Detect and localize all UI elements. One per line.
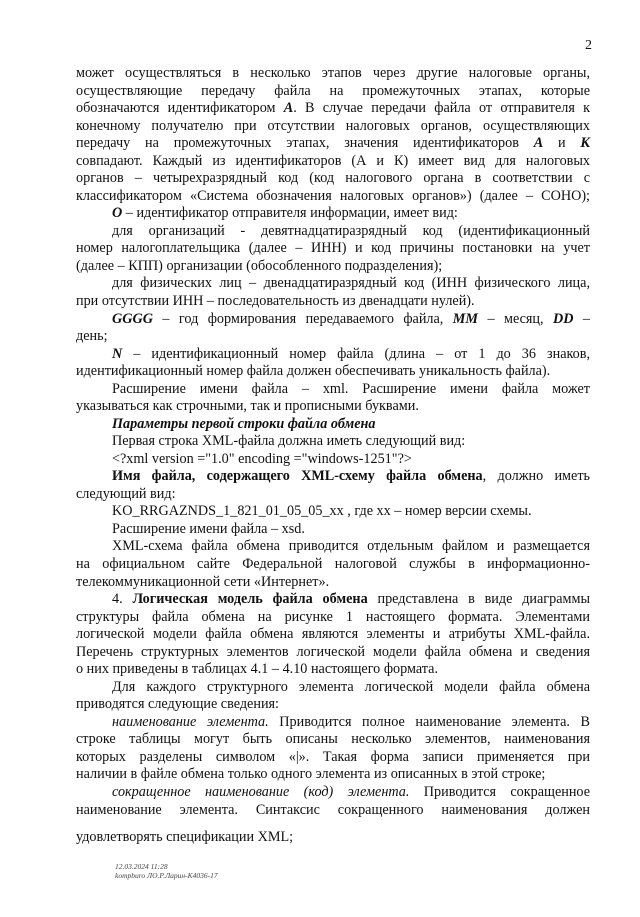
text-line: сокращенное наименование (код) элемента. Приводится сокращенное: [112, 783, 590, 800]
text-line: структуры файла обмена на рисунке 1 настоящего формата. Элементами: [76, 608, 590, 625]
text-line: логической модели файла обмена являются элементы и атрибуты XML-файла.: [76, 626, 590, 643]
text-line: Для каждого структурного элемента логической модели файла обмена: [112, 678, 590, 695]
text-line: при отсутствии ИНН – последовательность из двенадцати нулей).: [76, 293, 475, 309]
text-line: наименование элемента. Синтаксис сокращенного наименования должен: [76, 801, 590, 818]
text-line: строке таблицы могут быть описаны несколько элементов, наименования: [76, 731, 590, 748]
schema-filename: KO_RRGAZNDS_1_821_01_05_05_xx , где хх – номер версии схемы.: [112, 503, 532, 520]
text-line: (далее – КПП) организации (обособленного подразделения);: [76, 257, 443, 274]
text-line: может осуществляться в несколько этапов через другие налоговые органы,: [76, 65, 590, 81]
text-line: Расширение имени файла – xml. Расширение имени файла может: [112, 380, 590, 397]
text-line: совпадают. Каждый из идентификаторов (А и К) имеет вид для налоговых: [76, 152, 590, 169]
text-line: которых разделены символом «|». Такая форма записи применяется при: [76, 748, 590, 765]
text-line: наименование элемента. Приводится полное наименование элемента. В: [112, 713, 590, 730]
text-line: обозначаются идентификатором А. В случае передачи файла от отправителя к: [76, 100, 590, 117]
xml-declaration: <?xml version ="1.0" encoding ="windows-1251"?>: [112, 450, 412, 467]
text-line: на официальном сайте Федеральной налоговой службы в информационно-: [76, 556, 590, 572]
text-line: 4. Логическая модель файла обмена представлена в виде диаграммы: [112, 591, 591, 607]
text-line: классификатором «Система обозначения налоговых органов») (далее – СОНО);: [76, 187, 590, 204]
text-line: Расширение имени файла – xsd.: [112, 520, 305, 537]
footer-stamp: kompburo ЛО.Р.Ларин-К4036-17: [115, 871, 218, 880]
text-line: номер налогоплательщика (далее – ИНН) и код причины постановки на учет: [76, 240, 590, 257]
text-line: следующий вид:: [76, 485, 176, 502]
text-line: Первая строка XML-файла должна иметь следующий вид:: [112, 433, 466, 450]
text-line: наличии в файле обмена только одного элемента из описанных в этой строке;: [76, 766, 546, 783]
text-line: O – идентификатор отправителя информации, имеет вид:: [112, 205, 458, 222]
text-line: осуществляющие передачу файла на промежуточных этапах, которые: [76, 82, 590, 99]
text-line: указываться как строчными, так и прописными буквами.: [76, 398, 419, 415]
text-line: конечному получателю при отсутствии налоговых органов, осуществляющих: [76, 117, 590, 134]
text-line: для физических лиц – двенадцатиразрядный код (ИНН физического лица,: [112, 275, 590, 292]
text-line: идентификационный номер файла должен обеспечивать уникальность файла).: [76, 363, 551, 380]
footer-date: 12.03.2024 11:28: [115, 862, 168, 871]
text-line: органов – четырехразрядный код (код налогового органа в соответствии с: [76, 170, 590, 187]
text-line: для организаций - девятнадцатиразрядный код (идентификационный: [112, 222, 590, 239]
text-line: GGGG – год формирования передаваемого файла, MM – месяц, DD –: [112, 310, 591, 327]
text-line: день;: [76, 328, 108, 344]
text-line: телекоммуникационной сети «Интернет».: [76, 573, 330, 590]
text-line: удовлетворять спецификации XML;: [76, 829, 294, 845]
section-heading: Параметры первой строки файла обмена: [112, 415, 376, 432]
text-line: Имя файла, содержащего XML-схему файла обмена, должно иметь: [112, 468, 590, 485]
text-line: о них приведены в таблицах 4.1 – 4.10 настоящего формата.: [76, 661, 439, 678]
text-line: N – идентификационный номер файла (длина – от 1 до 36 знаков,: [112, 345, 590, 362]
text-line: Перечень структурных элементов логической модели файла обмена и сведения: [76, 643, 590, 660]
text-line: приводятся следующие сведения:: [76, 696, 280, 713]
text-line: XML-схема файла обмена приводится отдельным файлом и размещается: [112, 538, 590, 555]
text-line: передачу на промежуточных этапах, значения идентификаторов А и К: [76, 135, 591, 152]
page-number: 2: [585, 38, 592, 53]
